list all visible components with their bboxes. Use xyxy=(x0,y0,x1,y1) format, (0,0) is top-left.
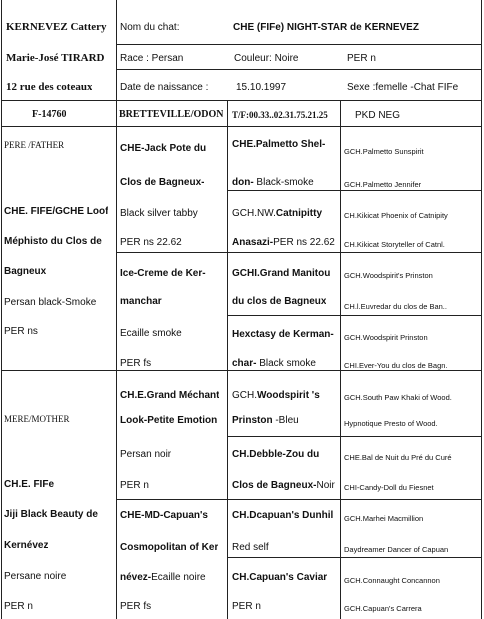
ggp-name-line xyxy=(232,237,335,248)
cat-name: CHE (FIFe) NIGHT-STAR de KERNEVEZ xyxy=(233,22,419,33)
sire-heading: PERE /FATHER xyxy=(4,140,65,150)
birth-date: 15.10.1997 xyxy=(236,82,287,93)
cattery-name: KERNEVEZ Cattery xyxy=(6,21,107,33)
grid-line xyxy=(116,252,482,253)
sire-sire-color: Black silver tabby xyxy=(120,208,198,219)
dam-sire-ems: PER n xyxy=(120,480,149,491)
dam-name-line: CH.E. FIFe xyxy=(4,479,55,490)
dam-heading: MERE/MOTHER xyxy=(4,414,70,424)
dam-sire-name-line: CH.E.Grand Méchant xyxy=(120,390,220,401)
ggp-color: Red self xyxy=(232,542,269,553)
sire-dam-color: Ecaille smoke xyxy=(120,328,182,339)
owner-name: Marie-José TIRARD xyxy=(6,52,105,64)
gggp-name: CHI.Ever-You du clos de Bagn. xyxy=(344,361,448,370)
owner-town: BRETTEVILLE/ODON xyxy=(119,109,224,120)
ggp-ems: PER n xyxy=(232,601,261,612)
gggp-name: GCH.Woodspirit Prinston xyxy=(344,333,428,342)
sire-ems: PER ns xyxy=(4,326,38,337)
gggp-name: GCH.Marhei Macmillion xyxy=(344,514,424,523)
grid-line xyxy=(1,126,482,127)
dam-dam-name-line xyxy=(120,572,206,583)
owner-phone: T/F:00.33..02.31.75.21.25 xyxy=(232,110,328,120)
dam-dam-name-line: CHE-MD-Capuan's xyxy=(120,510,208,521)
sire-sire-name-line: CHE-Jack Pote du xyxy=(120,143,207,154)
gggp-name: CH.Kikicat Phoenix of Catnipity xyxy=(344,211,448,220)
ggp-name-line: du clos de Bagneux xyxy=(232,296,327,307)
grid-line xyxy=(227,100,228,619)
gggp-name: GCH.Palmetto Sunspirit xyxy=(344,147,424,156)
ggp-name-line xyxy=(232,208,322,219)
ggp-color: Black smoke xyxy=(256,358,316,369)
gggp-name: GCH.Connaught Concannon xyxy=(344,576,440,585)
ggp-name-line: Hexctasy de Kerman- xyxy=(232,329,334,340)
ggp-name-line: CH.Capuan's Caviar xyxy=(232,572,328,583)
gggp-name: Daydreamer Dancer of Capuan xyxy=(344,545,449,554)
sire-name-line: CHE. FIFE/GCHE Loof xyxy=(4,206,109,217)
ggp-ems: PER ns 22.62 xyxy=(273,237,335,248)
ggp-name-part: Catnipitty xyxy=(275,208,322,219)
ggp-name-part: don- xyxy=(232,177,254,188)
ggp-name-line xyxy=(232,415,299,426)
grid-line xyxy=(227,436,482,437)
ggp-name-part: Woodspirit 's xyxy=(257,390,320,401)
grid-line xyxy=(116,499,482,500)
sire-sire-name-line: Clos de Bagneux- xyxy=(120,177,205,188)
sire-name-line: Méphisto du Clos de xyxy=(4,236,102,247)
ggp-title: GCH. xyxy=(232,390,257,401)
birth-date-label: Date de naissance : xyxy=(120,82,209,93)
grid-line xyxy=(1,0,2,619)
ggp-color: Black-smoke xyxy=(253,177,314,188)
sire-dam-name-line: manchar xyxy=(120,296,162,307)
ggp-name-part: Prinston xyxy=(232,415,273,426)
sire-dam-ems: PER fs xyxy=(120,358,152,369)
sire-color: Persan black-Smoke xyxy=(4,297,97,308)
owner-postcode: F-14760 xyxy=(32,109,67,120)
gggp-name: CH.l.Euvredar du clos de Ban.. xyxy=(344,302,447,311)
ggp-name-line xyxy=(232,177,314,188)
dam-sire-name-line: Look-Petite Emotion xyxy=(120,415,218,426)
grid-line xyxy=(227,557,482,558)
ggp-title: GCH.NW. xyxy=(232,208,276,219)
gp-color: Ecaille noire xyxy=(151,572,206,583)
sex: Sexe :femelle -Chat FIFe xyxy=(347,82,459,93)
grid-line xyxy=(227,315,482,316)
ggp-name-line: CHE.Palmetto Shel- xyxy=(232,139,326,150)
grid-line xyxy=(481,0,482,619)
ems-code: PER n xyxy=(347,53,376,64)
gggp-name: GCH.Palmetto Jennifer xyxy=(344,180,422,189)
ggp-name-part: Clos de Bagneux- xyxy=(232,480,317,491)
dam-dam-name-line: Cosmopolitan of Ker xyxy=(120,542,219,553)
dam-color: Persane noire xyxy=(4,571,67,582)
grid-line xyxy=(116,0,117,619)
ggp-name-line: CH.Dcapuan's Dunhil xyxy=(232,510,334,521)
ggp-name-line: GCHI.Grand Manitou xyxy=(232,268,331,279)
breed: Race : Persan xyxy=(120,53,184,64)
gggp-name: CHE.Bal de Nuit du Pré du Curé xyxy=(344,453,452,462)
ggp-color: Noir xyxy=(316,480,335,491)
ggp-name-line xyxy=(232,358,316,369)
health-status: PKD NEG xyxy=(355,110,401,121)
ggp-name-line: CH.Debble-Zou du xyxy=(232,449,320,460)
gggp-name: CH.Kikicat Storyteller of Catnl. xyxy=(344,240,445,249)
dam-dam-ems: PER fs xyxy=(120,601,152,612)
grid-line xyxy=(340,100,341,619)
grid-line xyxy=(227,190,482,191)
sire-name-line: Bagneux xyxy=(4,266,47,277)
grid-line xyxy=(1,100,482,101)
cat-name-label: Nom du chat: xyxy=(120,22,180,33)
dam-ems: PER n xyxy=(4,601,33,612)
ggp-color: -Bleu xyxy=(272,415,299,426)
dam-sire-color: Persan noir xyxy=(120,449,172,460)
grid-line xyxy=(116,44,482,45)
ggp-name-part: Anasazi- xyxy=(232,237,274,248)
gp-name-part: névez- xyxy=(120,572,152,583)
dam-name-line: Jiji Black Beauty de xyxy=(4,509,98,520)
gggp-name: Hypnotique Presto of Wood. xyxy=(344,419,438,428)
gggp-name: GCH.South Paw Khaki of Wood. xyxy=(344,393,452,402)
owner-address: 12 rue des coteaux xyxy=(6,81,93,93)
ggp-name-line xyxy=(232,390,320,401)
gggp-name: GCH.Capuan's Carrera xyxy=(344,604,422,613)
sire-dam-name-line: Ice-Creme de Ker- xyxy=(120,268,206,279)
ggp-name-part: char- xyxy=(232,358,257,369)
ggp-name-line xyxy=(232,480,335,491)
dam-name-line: Kernévez xyxy=(4,540,49,551)
grid-line xyxy=(1,370,482,371)
coat-color: Couleur: Noire xyxy=(234,53,299,64)
grid-line xyxy=(116,69,482,70)
gggp-name: CHI-Candy-Doll du Fiesnet xyxy=(344,483,434,492)
sire-sire-ems: PER ns 22.62 xyxy=(120,237,182,248)
gggp-name: GCH.Woodspirit's Prinston xyxy=(344,271,433,280)
